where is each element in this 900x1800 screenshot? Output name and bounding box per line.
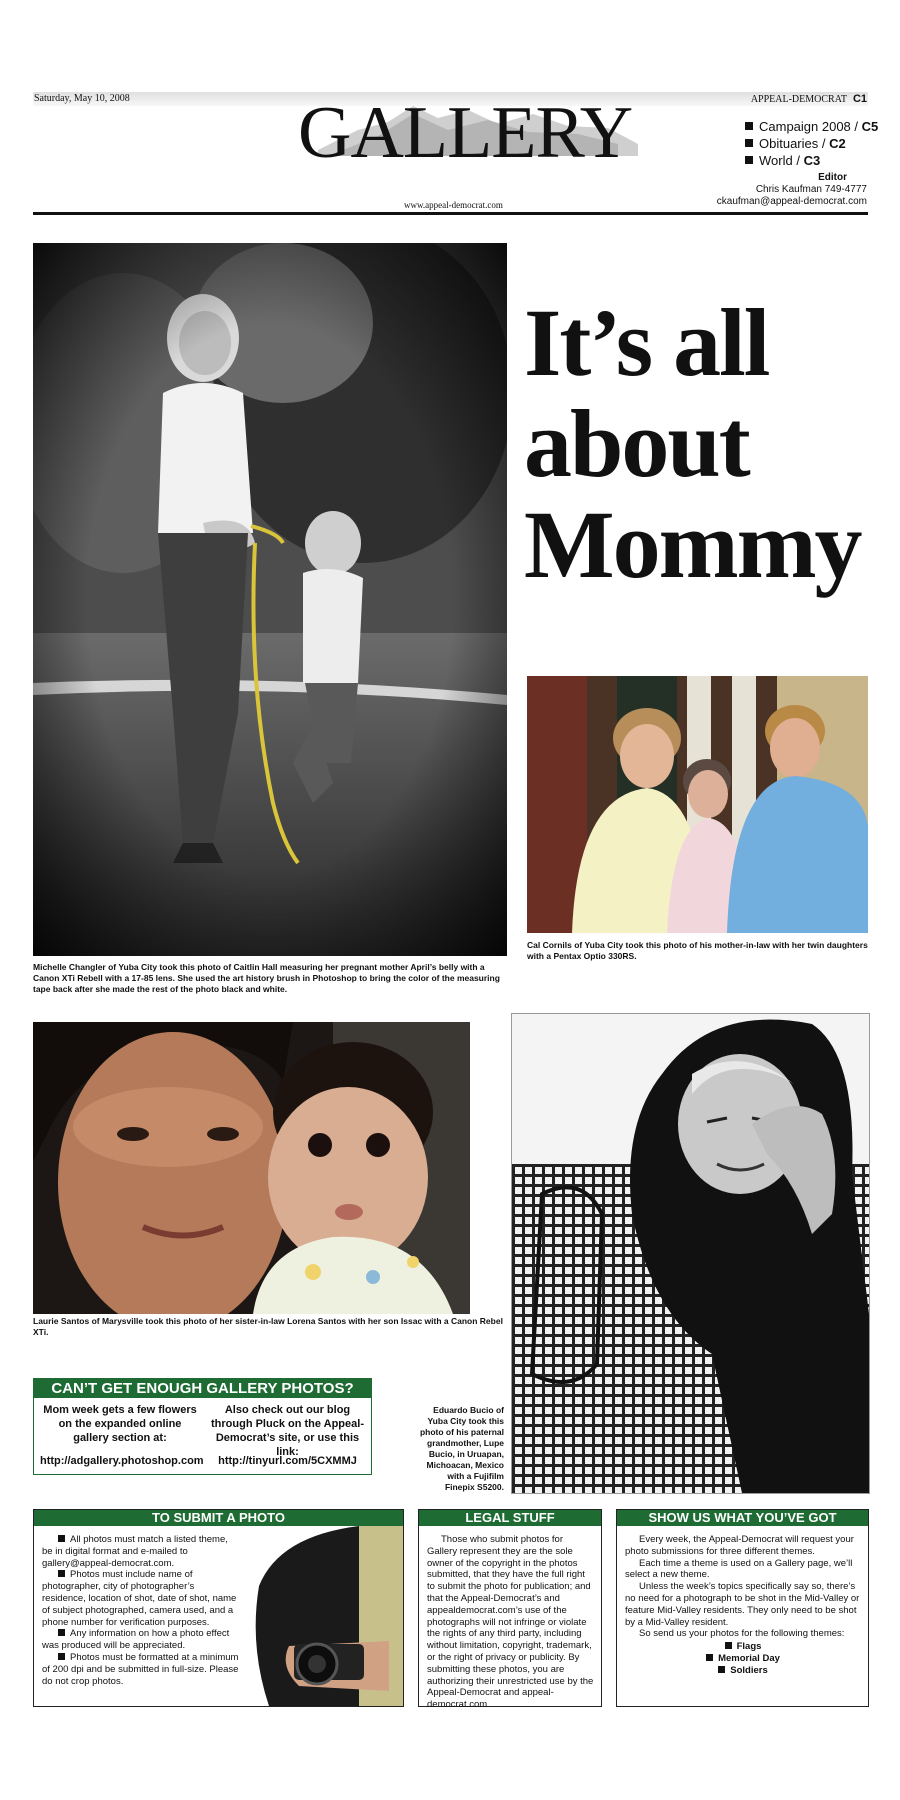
paper-name [751,93,867,105]
bullet-square-icon [58,1570,65,1577]
camera-photographer-image [239,1526,403,1706]
caption-mother-and-baby: Laurie Santos of Marysville took this photo of her sister-in-law Lorena Santos with her son Issac with a Canon Rebel XTi. [33,1316,503,1337]
submit-rule-item: Photos must include name of photographer, city of photographer’s residence, location of shot, date of shot, name of subject photographed, camera used, and a phone number for verification purposes. [42,1569,237,1628]
submit-rule-item: All photos must match a listed theme, be in digital format and e-mailed to gallery@appeal-democrat.com. [42,1534,228,1569]
online-gallery-box [33,1378,372,1475]
legal-box [418,1509,602,1711]
headline-line-3: Mommy [524,491,861,598]
theme-item-flags: Flags [625,1641,861,1653]
photo-grandmother [511,1013,870,1494]
bullet-square-icon [745,122,753,130]
caption-grandmother: Eduardo Bucio of Yuba City took this photo of his paternal grandmother, Lupe Bucio, in Uruapan, Michoacan, Mexico with a Fujifilm Finepix S5200. [419,1405,504,1492]
legal-text: Those who submit photos for Gallery represent they are the sole owner of the copyright in the photos submitted, that they have the full right to submit the photo for publication; and that the Appeal-Democrat’s and appealdemocrat.com’s use of the photographs will not infringe or violate the rights of any third party, including without limitation, copyright, trademark, or the right of privacy or publicity. By submitting these photos, you are authorizing their unrestricted use by the Appeal-Democrat and appeal-democrat.com [427,1534,594,1711]
index-item-world[interactable]: World / C3 [745,152,878,169]
headline-line-2: about [524,390,749,497]
show-us-text [625,1534,861,1677]
show-us-paragraph: Every week, the Appeal-Democrat will request your photo submissions for three different themes. [625,1534,854,1557]
theme-item-soldiers: Soldiers [625,1665,861,1677]
photo-mother-and-baby [33,1022,470,1314]
publication-date: Saturday, May 10, 2008 [34,93,130,104]
photo-mother-and-daughters [527,676,868,933]
submit-rules-list [42,1534,240,1687]
bullet-square-icon [58,1653,65,1660]
headline-line-1: It’s all [524,289,769,396]
editor-name: Chris Kaufman 749-4777 [755,184,867,195]
bullet-square-icon [745,156,753,164]
show-us-box-title: SHOW US WHAT YOU’VE GOT [617,1510,868,1526]
legal-box-title: LEGAL STUFF [419,1510,601,1526]
section-index [745,118,878,169]
show-us-paragraph: Each time a theme is used on a Gallery page, we’ll select a new theme. [625,1557,853,1581]
submit-photo-box-title: TO SUBMIT A PHOTO [34,1510,403,1526]
bullet-square-icon [58,1535,65,1542]
online-gallery-left-text: Mom week gets a few flowers on the expanded online gallery section at: [43,1404,197,1444]
caption-measuring-belly: Michelle Changler of Yuba City took this photo of Caitlin Hall measuring her pregnant mother April’s belly with a Canon XTi Rebell with a 17-85 lens. She used the art history brush in Photoshop to bring the color of the measuring tape back after she made the rest of the photo black and white. [33,962,500,994]
blog-link[interactable]: http://tinyurl.com/5CXMMJ [218,1455,357,1467]
submit-rule-item: Any information on how a photo effect was produced will be appreciated. [42,1628,230,1652]
section-masthead: GALLERY [298,92,633,174]
submit-rule-item: Photos must be formatted at a minimum of 200 dpi and be submitted in full-size. Please do not crop photos. [42,1651,239,1687]
headline [524,289,861,598]
bullet-square-icon [725,1642,732,1649]
photo-measuring-belly [33,243,507,956]
online-gallery-link[interactable]: http://adgallery.photoshop.com [40,1455,204,1467]
editor-label: Editor [818,172,847,183]
editor-contact [717,172,867,208]
page-number: C1 [852,93,867,105]
online-gallery-box-title: CAN’T GET ENOUGH GALLERY PHOTOS? [34,1379,371,1398]
header-rule [33,212,868,215]
bullet-square-icon [718,1666,725,1673]
show-us-paragraph: So send us your photos for the following themes: [639,1628,845,1640]
website-url[interactable]: www.appeal-democrat.com [404,200,503,210]
theme-item-memorial-day: Memorial Day [625,1653,861,1665]
bullet-square-icon [745,139,753,147]
show-us-box [616,1509,869,1707]
submit-photo-box [33,1509,404,1707]
bullet-square-icon [58,1629,65,1636]
caption-mother-and-daughters: Cal Cornils of Yuba City took this photo of his mother-in-law with her twin daughters with a Pentax Optio 330RS. [527,940,868,961]
show-us-paragraph: Unless the week’s topics specifically say so, there’s no need for a photograph to be shot in the Mid-Valley or feature Mid-Valley residents. They only need to be shot by a Mid-Valley resident. [625,1581,860,1628]
bullet-square-icon [706,1654,713,1661]
paper-name-text: APPEAL-DEMOCRAT [750,94,847,105]
index-item-campaign[interactable]: Campaign 2008 / C5 [745,118,878,135]
blog-text: Also check out our blog through Pluck on the Appeal-Democrat’s site, or use this link: [211,1404,364,1458]
editor-email[interactable]: ckaufman@appeal-democrat.com [716,196,867,207]
index-item-obituaries[interactable]: Obituaries / C2 [745,135,878,152]
